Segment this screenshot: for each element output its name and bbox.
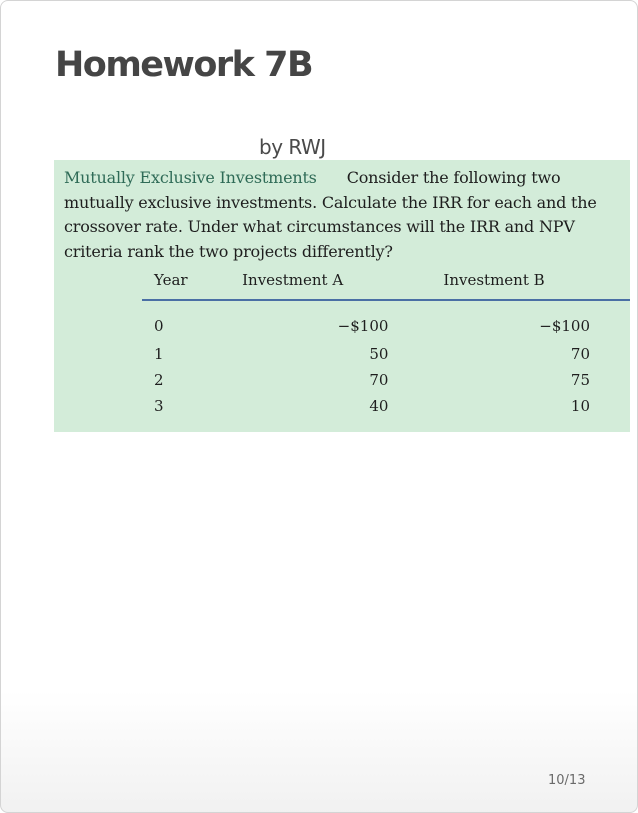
- cell-investment-b: 75: [570, 371, 590, 389]
- table-row: [142, 341, 630, 367]
- problem-heading: Mutually Exclusive Investments: [64, 168, 317, 187]
- table-row: [142, 300, 630, 341]
- header-investment-a: Investment A: [242, 271, 443, 300]
- cell-investment-a: 50: [369, 345, 389, 363]
- table-row: [142, 393, 630, 419]
- cell-investment-b: 70: [570, 345, 590, 363]
- problem-text: Consider the following two mutually exclusive investments. Calculate the IRR for each and the crossover rate. Under what circumstances will the IRR and NPV criteria rank the two projects differently?: [64, 168, 597, 261]
- investment-table: [142, 271, 630, 419]
- header-year: Year: [142, 271, 242, 300]
- cell-investment-b: −$100: [539, 317, 590, 335]
- page-number: 10/13: [548, 773, 586, 788]
- cell-investment-b: 10: [570, 397, 590, 415]
- problem-statement: [64, 166, 624, 264]
- table-row: [142, 367, 630, 393]
- slide-author: by RWJ: [259, 135, 326, 159]
- header-investment-b: Investment B: [443, 271, 630, 300]
- cell-investment-a: 70: [369, 371, 389, 389]
- cell-year: 1: [154, 345, 164, 363]
- cell-year: 0: [154, 317, 164, 335]
- slide-title: Homework 7B: [55, 45, 313, 85]
- table-header-row: [142, 271, 630, 300]
- cell-year: 2: [154, 371, 164, 389]
- cell-year: 3: [154, 397, 164, 415]
- cell-investment-a: 40: [369, 397, 389, 415]
- textbook-excerpt-image: [54, 160, 630, 432]
- cell-investment-a: −$100: [337, 317, 389, 335]
